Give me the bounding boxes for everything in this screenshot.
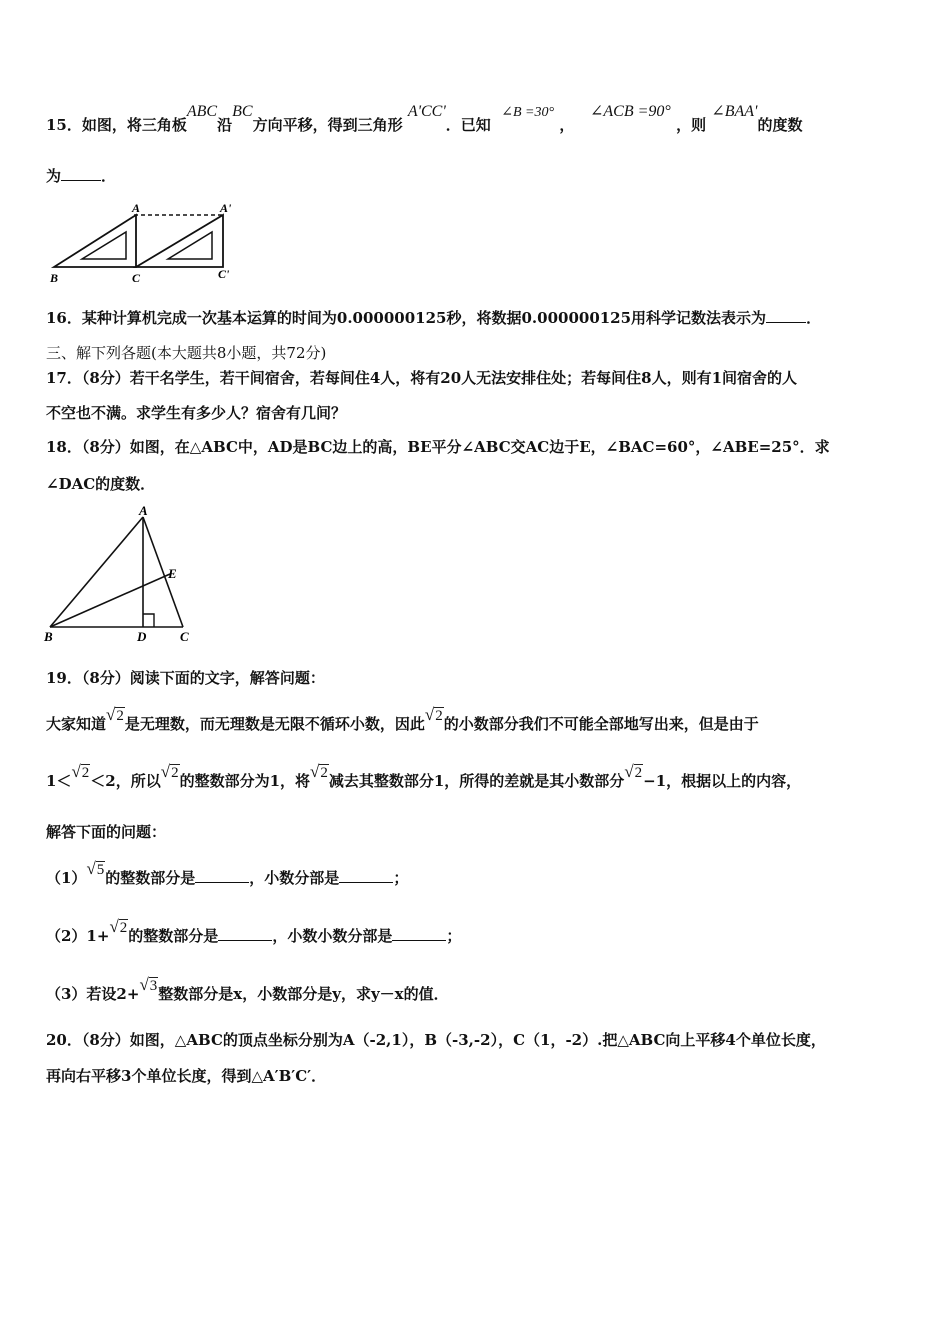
sqrt-5: √5 bbox=[86, 859, 105, 878]
label-d: D bbox=[137, 629, 147, 644]
q20-line2: 再向右平移3个单位长度，得到△A′B′C′． bbox=[46, 1067, 327, 1085]
label-c-prime: C' bbox=[218, 267, 230, 281]
q15-line2: 为 ． bbox=[46, 167, 117, 185]
q18-figure bbox=[40, 500, 200, 646]
sqrt-2: √2 bbox=[160, 762, 179, 781]
label-e: E bbox=[168, 566, 177, 581]
math-angle-b: ∠B =30° bbox=[501, 105, 555, 120]
q19-para2: 1＜√2＜2，所以√2的整数部分为1，将√2减去其整数部分1，所得的差就是其小数部分√2−1，根据以上的内容， bbox=[46, 762, 802, 790]
sqrt-2: √2 bbox=[424, 705, 443, 724]
q20-line1: 20．（8分）如图，△ABC的顶点坐标分别为A（-2,1），B（-3,-2），C（1，-2）.把△ABC向上平移4个单位长度， bbox=[46, 1031, 826, 1049]
math-acc: A'CC' bbox=[407, 103, 446, 120]
q15-line1: 15．如图，将三角板ABC沿BC方向平移，得到三角形 A'CC'．已知 ∠B =30° ， ∠ACB =90° ，则 ∠BAA'的度数 bbox=[46, 103, 803, 134]
q17-line1: 17．（8分）若干名学生，若干间宿舍，若每间住4人，将有20人无法安排住处；若每间住8人，则有1间宿舍的人 bbox=[46, 369, 798, 387]
label-a-prime: A' bbox=[220, 201, 232, 215]
label-b: B bbox=[50, 271, 59, 284]
q19-sub2: （2）1+√2的整数部分是 ，小数小数分部是 ； bbox=[46, 917, 462, 945]
label-c: C bbox=[132, 271, 141, 284]
math-bc: BC bbox=[232, 103, 253, 120]
answer-blank bbox=[195, 882, 249, 883]
math-angle-baa: ∠BAA' bbox=[711, 103, 758, 120]
q18-line1: 18．（8分）如图，在△ABC中，AD是BC边上的高，BE平分∠ABC交AC边于E，∠BAC=60°，∠ABE=25°．求 bbox=[46, 438, 830, 456]
sqrt-2: √2 bbox=[109, 917, 128, 936]
sqrt-3: √3 bbox=[139, 975, 158, 994]
q19-sub3: （3）若设2+√3整数部分是x，小数部分是y，求y－x的值． bbox=[46, 975, 449, 1003]
q19-title: 19．（8分）阅读下面的文字，解答问题： bbox=[46, 669, 325, 687]
label-a: A bbox=[132, 201, 141, 215]
sqrt-2: √2 bbox=[106, 705, 124, 724]
answer-blank bbox=[339, 882, 393, 883]
label-a: A bbox=[139, 503, 148, 518]
answer-blank bbox=[766, 322, 806, 323]
q19-sub1: （1）√5的整数部分是 ，小数分部是 ； bbox=[46, 859, 409, 887]
q15-figure bbox=[46, 198, 246, 284]
q16: 16．某种计算机完成一次基本运算的时间为0.000000125秒，将数据0.000000125用科学记数法表示为 ． bbox=[46, 309, 822, 327]
math-angle-acb: ∠ACB =90° bbox=[590, 103, 671, 120]
q17-line2: 不空也不满。求学生有多少人？宿舍有几间？ bbox=[46, 404, 347, 422]
answer-blank bbox=[61, 180, 101, 181]
q18-line2: ∠DAC的度数． bbox=[46, 475, 156, 493]
q19-para3: 解答下面的问题： bbox=[46, 823, 167, 841]
label-c: C bbox=[180, 629, 189, 644]
answer-blank bbox=[392, 940, 446, 941]
answer-blank bbox=[218, 940, 272, 941]
math-abc: ABC bbox=[186, 103, 218, 120]
sqrt-2: √2 bbox=[310, 762, 328, 781]
section-heading: 三、解下列各题(本大题共8小题，共72分) bbox=[46, 344, 327, 362]
sqrt-2: √2 bbox=[71, 762, 90, 781]
sqrt-2: √2 bbox=[624, 762, 643, 781]
label-b: B bbox=[44, 629, 53, 644]
q19-para1: 大家知道√2是无理数，而无理数是无限不循环小数，因此√2的小数部分我们不可能全部地写出来，但是由于 bbox=[46, 705, 759, 733]
